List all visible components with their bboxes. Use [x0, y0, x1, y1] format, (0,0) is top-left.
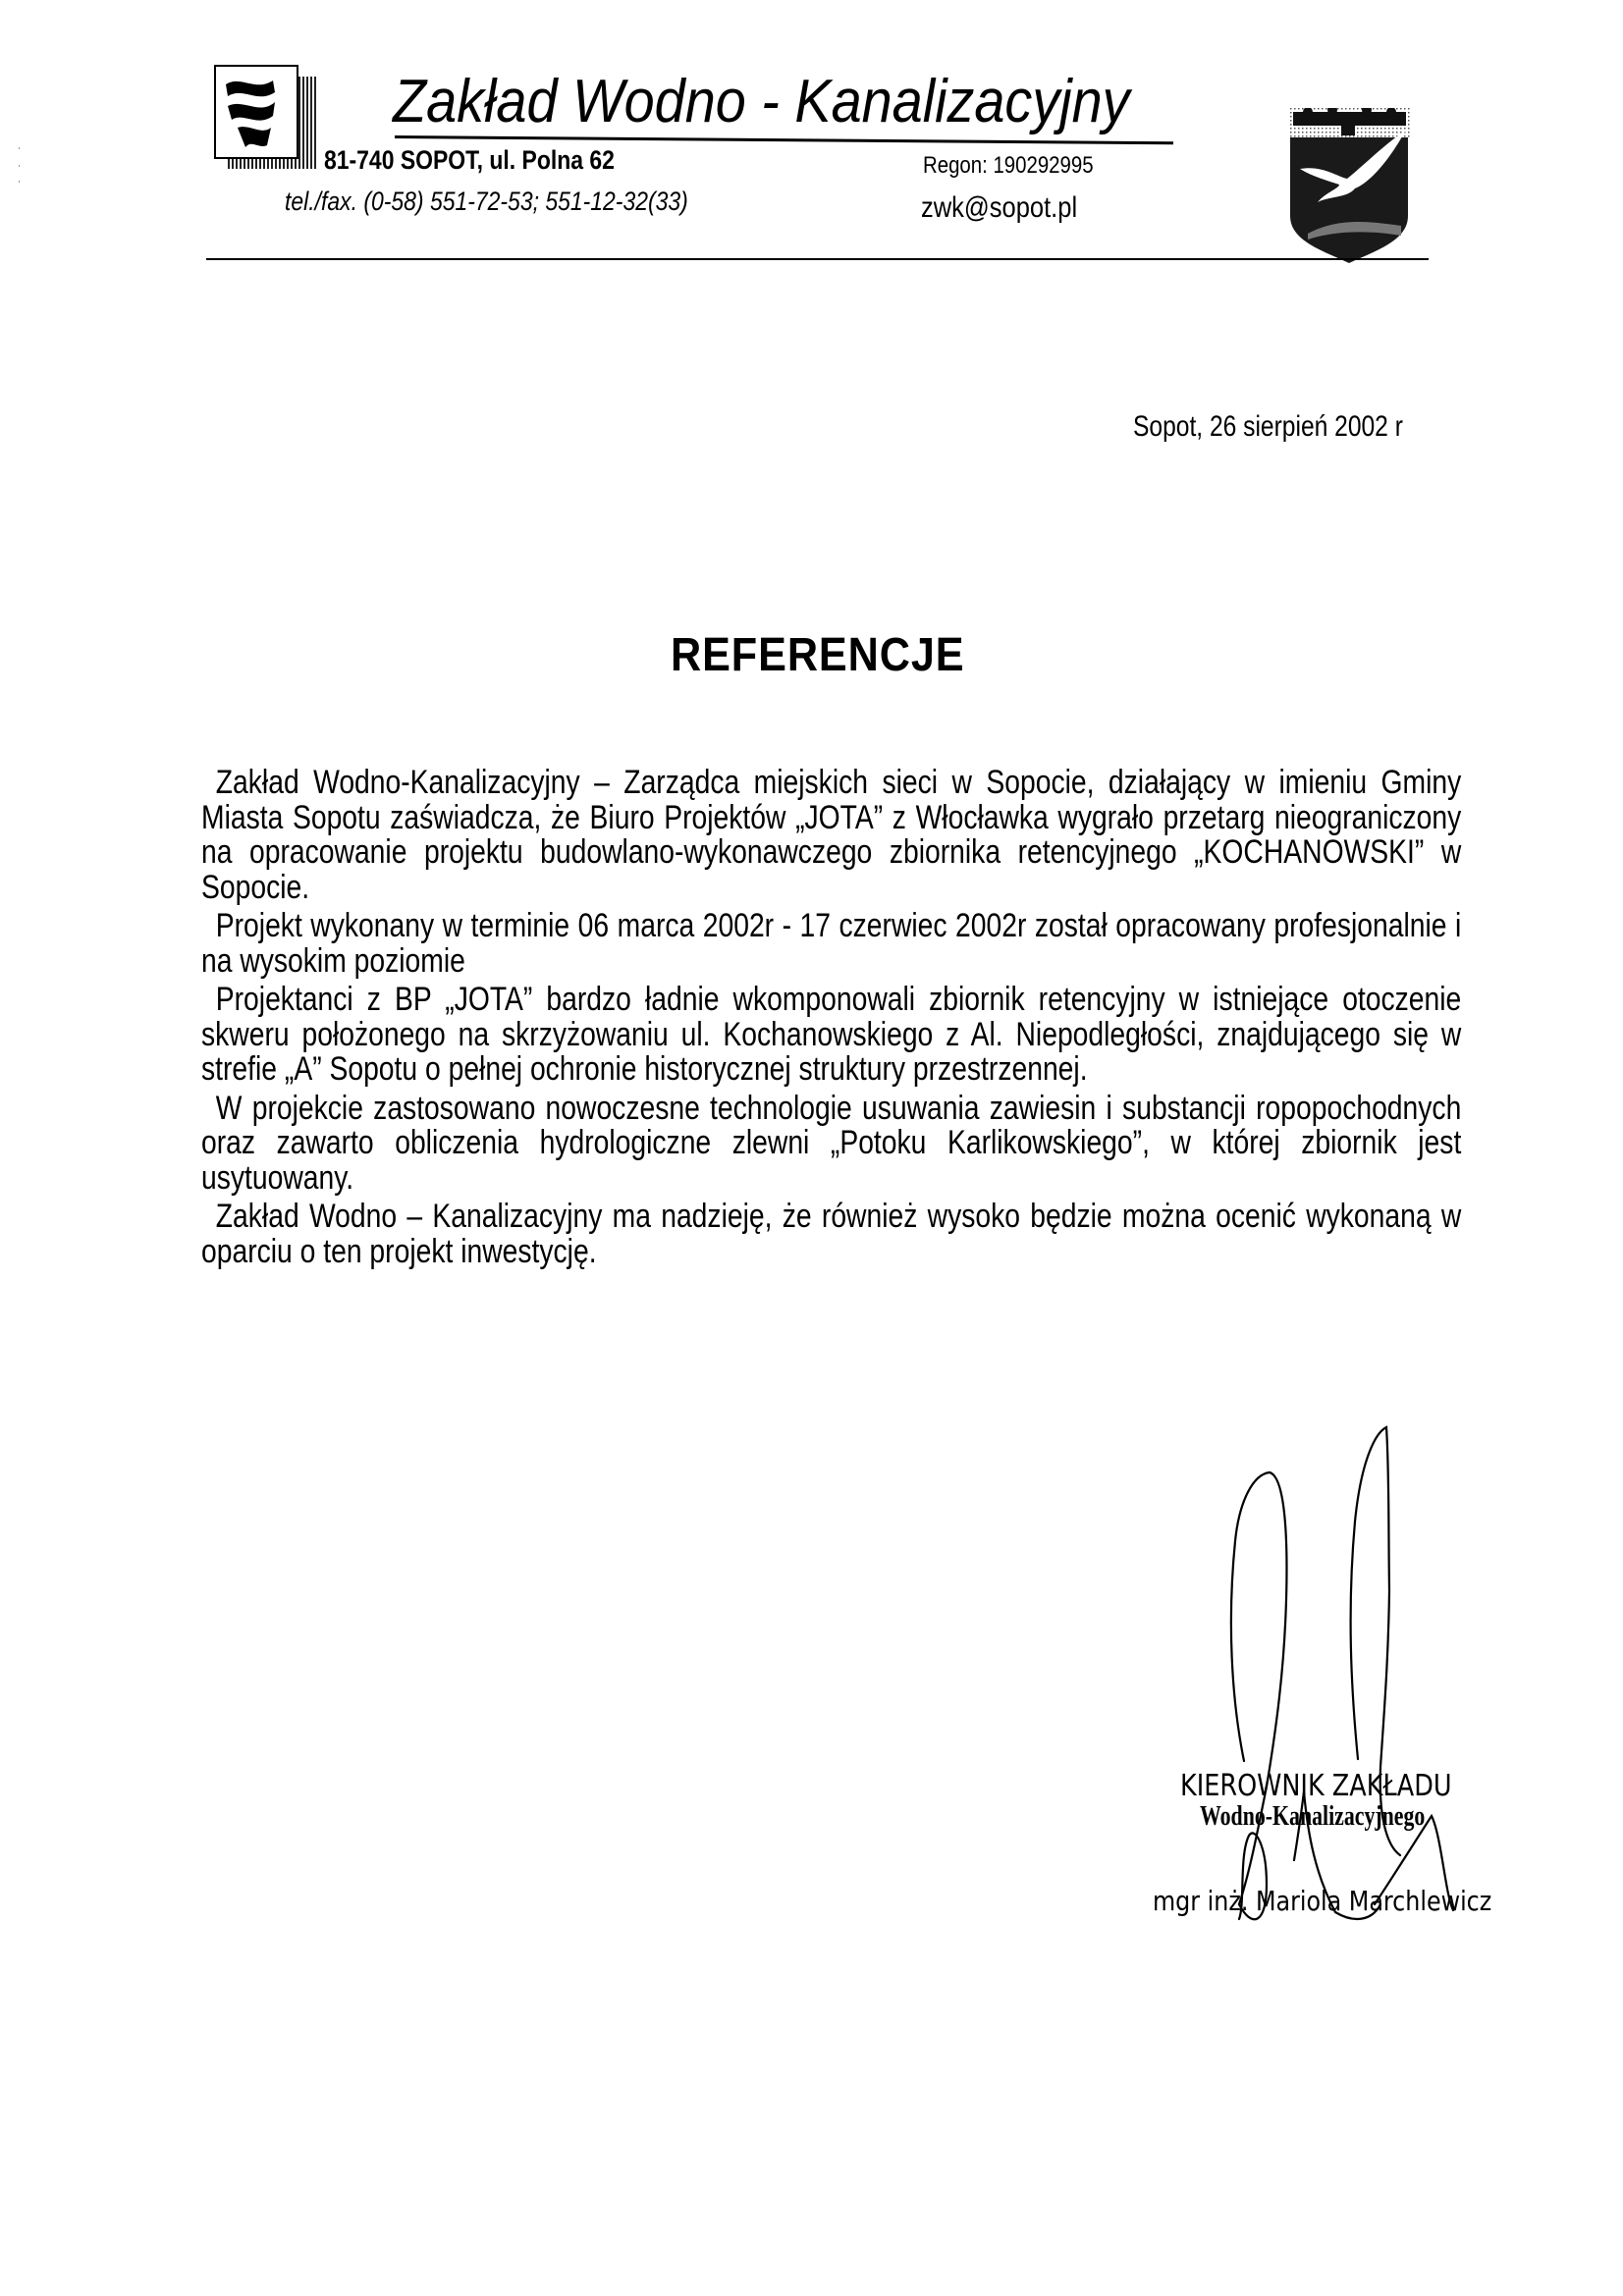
- water-waves-logo-icon: [214, 65, 312, 163]
- company-address: 81-740 SOPOT, ul. Polna 62: [324, 145, 615, 175]
- company-name: Zakład Wodno - Kanalizacyjny: [393, 68, 1130, 135]
- letter-date: Sopot, 26 sierpień 2002 r: [1133, 410, 1403, 443]
- paragraph: W projekcie zastosowano nowoczesne technologie usuwania zawiesin i substancji ropopochodnych oraz zawarto obliczenia hydrologiczne zlewni „Potoku Karlikowskiego”, w której zbiornik jest usytuowany.: [201, 1089, 1462, 1197]
- company-name-underline: [395, 135, 1173, 144]
- signature-stamp: [1129, 1747, 1522, 1993]
- letter-body: [201, 764, 1462, 1270]
- company-regon: Regon: 190292995: [923, 152, 1094, 179]
- company-email: zwk@sopot.pl: [921, 191, 1078, 224]
- company-phone: tel./fax. (0-58) 551-72-53; 551-12-32(33): [285, 187, 688, 216]
- sopot-coat-of-arms-icon: [1278, 108, 1421, 265]
- paragraph: Projekt wykonany w terminie 06 marca 2002r - 17 czerwiec 2002r został opracowany profesjonalnie i na wysokim poziomie: [201, 907, 1462, 980]
- stamp-subtitle: Wodno-Kanalizacyjnego: [1200, 1801, 1426, 1832]
- paragraph: Projektanci z BP „JOTA” bardzo ładnie wkomponowali zbiornik retencyjny w istniejące otoczenie skweru położonego na skrzyżowaniu ul. Kochanowskiego z Al. Niepodległości, znajdującego się w strefie „A” Sopotu o pełnej ochronie historycznej struktury przestrzennej.: [201, 981, 1462, 1088]
- paragraph: Zakład Wodno-Kanalizacyjny – Zarządca miejskich sieci w Sopocie, działający w imieniu Gminy Miasta Sopotu zaświadcza, że Biuro Projektów „JOTA” z Włocławka wygrało przetarg nieograniczony na opracowanie projektu budowlano-wykonawczego zbiornika retencyjnego „KOCHANOWSKI” w Sopocie.: [201, 764, 1462, 906]
- document-title: REFERENCJE: [671, 629, 965, 681]
- paragraph: Zakład Wodno – Kanalizacyjny ma nadzieję, że również wysoko będzie można ocenić wykonaną w oparciu o ten projekt inwestycję.: [201, 1198, 1462, 1270]
- scan-margin-marks: [18, 147, 22, 187]
- stamp-title: KIEROWNIK ZAKŁADU: [1180, 1769, 1452, 1803]
- stamp-name: mgr inż. Mariola Marchlewicz: [1153, 1885, 1492, 1917]
- header-divider: [206, 258, 1429, 260]
